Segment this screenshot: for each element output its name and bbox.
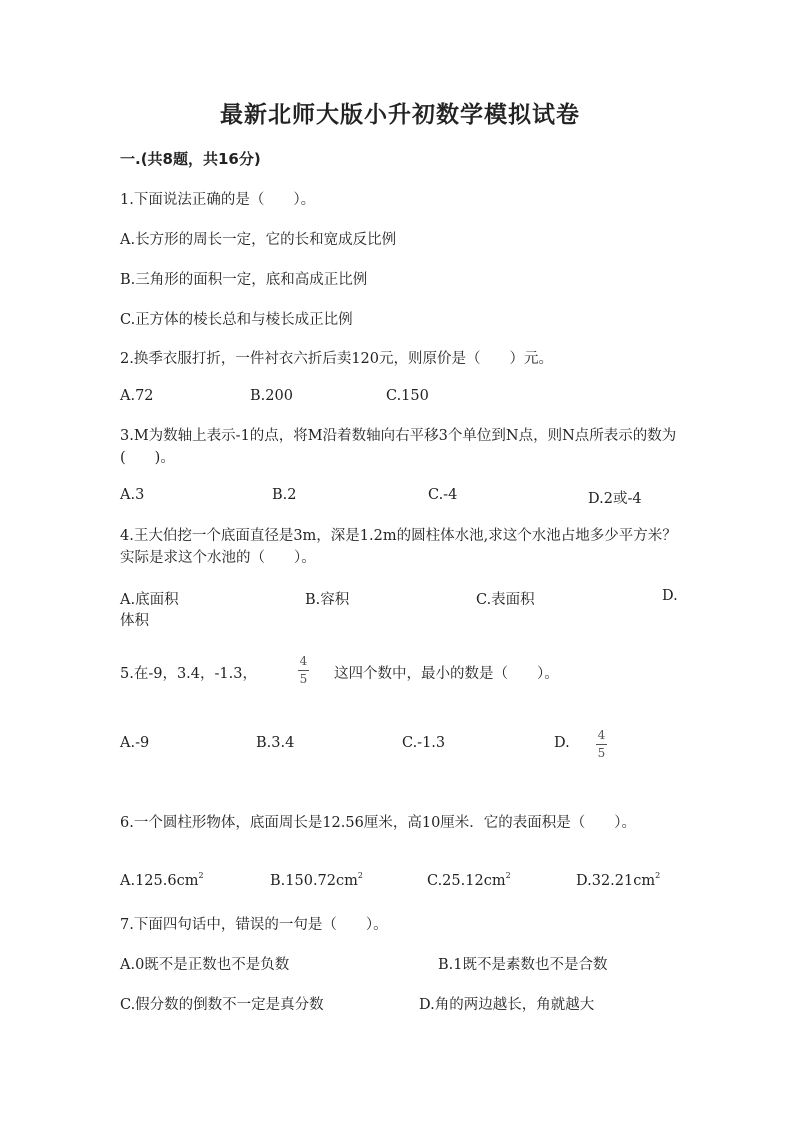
question-7-stem: 7.下面四句话中，错误的一句是（ ）。 — [120, 917, 388, 933]
question-3-option-a: A.3 — [120, 487, 145, 503]
question-1-option-a: A.长方形的周长一定，它的长和宽成反比例 — [120, 232, 397, 248]
question-4-option-d-label: D. — [662, 588, 678, 604]
question-2-option-a: A.72 — [120, 388, 154, 404]
option-text: D.32.21cm — [576, 873, 656, 889]
fraction-bar — [596, 744, 607, 745]
unit-superscript: 2 — [505, 871, 511, 880]
question-5-option-c: C.-1.3 — [402, 735, 446, 751]
fraction-denominator: 5 — [299, 672, 308, 686]
option-text: A.125.6cm — [120, 873, 199, 889]
question-1-stem: 1.下面说法正确的是（ ）。 — [120, 192, 316, 208]
question-3-option-b: B.2 — [272, 487, 297, 503]
question-2-stem: 2.换季衣服打折，一件衬衣六折后卖120元，则原价是（ ）元。 — [120, 351, 554, 367]
question-7-option-a: A.0既不是正数也不是负数 — [120, 957, 290, 973]
unit-superscript: 2 — [655, 871, 661, 880]
question-5-option-d-fraction — [596, 729, 607, 760]
question-7-option-c: C.假分数的倒数不一定是真分数 — [120, 997, 324, 1013]
question-6-option-c — [427, 873, 511, 889]
fraction-bar — [298, 670, 309, 671]
question-7-option-d: D.角的两边越长，角就越大 — [419, 997, 595, 1013]
question-3-stem: 3.M为数轴上表示-1的点，将M沿着数轴向右平移3个单位到N点，则N点所表示的数为( )。 — [120, 428, 677, 466]
option-text: B.150.72cm — [270, 873, 358, 889]
question-6-option-b — [270, 873, 363, 889]
question-5-stem-end: 这四个数中，最小的数是（ ）。 — [334, 666, 559, 682]
question-6-option-a — [120, 873, 204, 889]
question-3-option-d: D.2或-4 — [588, 491, 642, 507]
question-6-option-d — [576, 873, 660, 889]
question-4-option-b: B.容积 — [305, 592, 350, 608]
page-title: 最新北师大版小升初数学模拟试卷 — [220, 102, 580, 128]
question-5-option-d-label: D. — [554, 735, 570, 751]
question-2-option-b: B.200 — [250, 388, 293, 404]
question-6-stem: 6.一个圆柱形物体，底面周长是12.56厘米，高10厘米．它的表面积是（ ）。 — [120, 815, 637, 831]
question-2-option-c: C.150 — [386, 388, 429, 404]
question-4-option-a: A.底面积 — [120, 592, 179, 608]
question-5-option-b: B.3.4 — [256, 735, 295, 751]
section-heading: 一.(共8题，共16分) — [120, 150, 261, 168]
question-7-option-b: B.1既不是素数也不是合数 — [438, 957, 608, 973]
question-5-option-a: A.-9 — [120, 735, 150, 751]
unit-superscript: 2 — [357, 871, 363, 880]
question-1-option-c: C.正方体的棱长总和与棱长成正比例 — [120, 312, 353, 328]
unit-superscript: 2 — [198, 871, 204, 880]
fraction-denominator: 5 — [597, 746, 606, 760]
question-4-option-d-text: 体积 — [120, 613, 149, 629]
question-4-option-c: C.表面积 — [476, 592, 535, 608]
option-text: C.25.12cm — [427, 873, 506, 889]
question-5-stem-start: 5.在-9，3.4，-1.3， — [120, 666, 257, 682]
fraction-numerator: 4 — [597, 728, 606, 742]
question-4-stem: 4.王大伯挖一个底面直径是3m，深是1.2m的圆柱体水池,求这个水池占地多少平方米？实际是求这个水池的（ ）。 — [120, 528, 677, 566]
question-3-option-c: C.-4 — [428, 487, 458, 503]
question-1-option-b: B.三角形的面积一定，底和高成正比例 — [120, 272, 368, 288]
question-5-fraction — [298, 655, 309, 686]
fraction-numerator: 4 — [299, 654, 308, 668]
